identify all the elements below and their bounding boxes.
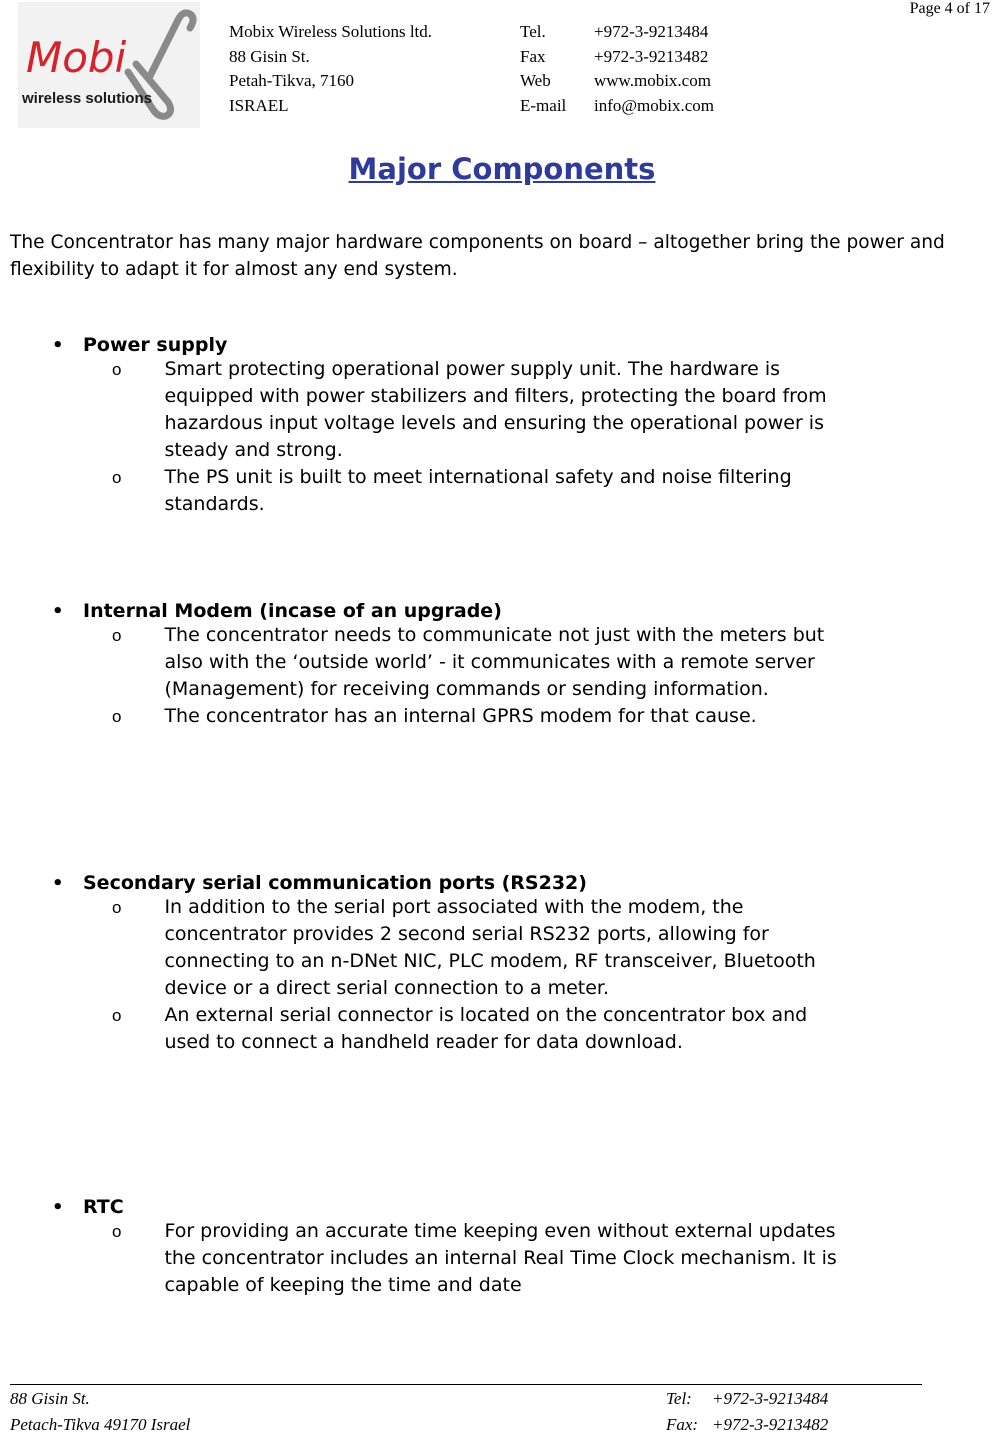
mobix-logo [18,2,200,128]
circle-bullet-icon: o [112,626,122,645]
heading-text: Internal Modem (incase of an upgrade) [83,600,502,622]
circle-bullet-icon: o [112,468,122,487]
bullet-icon: • [52,335,64,356]
heading-text: Secondary serial communication ports (RS232) [83,872,587,894]
company-line: Petah-Tikva, 7160 [229,71,354,90]
page-title: Major Components [348,152,656,186]
list-item [52,1218,852,1299]
contact-label: Tel. [520,22,546,41]
section-power-supply [52,334,852,518]
section-serial-ports [52,872,852,1056]
list-item [52,703,852,730]
contact-row-email [520,94,714,119]
item-text: The concentrator has an internal GPRS modem for that cause. [164,705,757,727]
list-item [52,356,852,464]
footer-divider [10,1384,922,1385]
bullet-icon: • [52,1197,64,1218]
item-text: The PS unit is built to meet international safety and noise filtering standards. [164,466,792,515]
contact-value: www.mobix.com [594,71,711,90]
circle-bullet-icon: o [112,1222,122,1241]
footer-label: Fax: [666,1415,699,1434]
footer-fax [666,1412,828,1438]
contact-label: E-mail [520,95,567,115]
contact-value: info@mobix.com [594,95,715,115]
contact-row-web [520,69,714,94]
heading-text: RTC [83,1196,124,1218]
list-item [52,622,852,703]
footer-value: +972-3-9213484 [712,1389,829,1408]
item-text: Smart protecting operational power supply unit. The hardware is equipped with power stabilizers and filters, protecting the board from hazardous input voltage levels and ensuring the operational power is steady and strong. [164,358,827,461]
circle-bullet-icon: o [112,707,122,726]
circle-bullet-icon: o [112,360,122,379]
contact-row-tel [520,20,714,45]
footer-address [10,1386,190,1438]
footer-value: +972-3-9213482 [712,1415,829,1434]
page-number: Page 4 of 17 [909,0,990,17]
section-heading [52,872,852,894]
item-text: The concentrator needs to communicate not just with the meters but also with the ‘outside world’ - it communicates with a remote server (Management) for receiving commands or sending information. [164,624,825,700]
circle-bullet-icon: o [112,898,122,917]
company-line: 88 Gisin St. [229,46,310,66]
item-text: In addition to the serial port associated with the modem, the concentrator provides 2 second serial RS232 ports, allowing for connecting to an n-DNet NIC, PLC modem, RF transceiver, Bluetooth device or a direct serial connection to a meter. [164,896,816,999]
circle-bullet-icon: o [112,1006,122,1025]
list-item [52,464,852,518]
logo-brand: Mobi [26,33,127,82]
section-heading [52,600,852,622]
footer-contact [666,1386,828,1438]
list-item [52,1002,852,1056]
company-address [229,20,432,118]
section-heading [52,334,852,356]
item-text: For providing an accurate time keeping even without external updates the concentrator includes an internal Real Time Clock mechanism. It is capable of keeping the time and date [164,1220,837,1296]
footer-label: Tel: [666,1389,692,1408]
item-text: An external serial connector is located on the concentrator box and used to connect a handheld reader for data download. [164,1004,808,1053]
section-internal-modem [52,600,852,730]
section-heading [52,1196,852,1218]
footer-line-text: Petach-Tikva 49170 Israel [10,1415,191,1434]
contact-label: Fax [520,46,546,66]
footer-tel [666,1386,828,1412]
footer-line-text: 88 Gisin St. [10,1389,90,1408]
contact-value: +972-3-9213482 [594,46,709,66]
contact-label: Web [520,71,551,90]
company-line: Mobix Wireless Solutions ltd. [229,22,433,41]
logo-tagline: wireless solutions [22,90,153,107]
intro-paragraph: The Concentrator has many major hardware components on board – altogether bring the power and flexibility to adapt it for almost any end system. [10,232,945,280]
section-rtc [52,1196,852,1299]
bullet-icon: • [52,873,64,894]
bullet-icon: • [52,601,64,622]
contact-block [520,20,714,118]
company-line: ISRAEL [229,95,289,115]
contact-value: +972-3-9213484 [594,22,709,41]
list-item [52,894,852,1002]
heading-text: Power supply [83,334,228,356]
contact-row-fax [520,45,714,70]
